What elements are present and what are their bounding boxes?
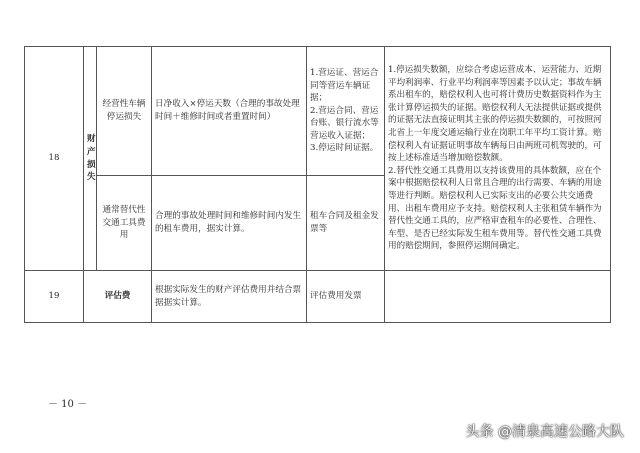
page-number: － 10 － [48, 399, 88, 410]
category-cell: 财产损失 [84, 47, 97, 271]
table-row [25, 271, 611, 323]
method-cell: 合理的事故处理时间和维修时间内发生的租车费用，据实计算。 [152, 176, 307, 271]
evidence-cell: 评估费用发票 [307, 271, 385, 323]
category-cell: 评估费 [84, 271, 152, 323]
evidence-cell: 租车合同及租金发票等 [307, 176, 385, 271]
compensation-table [24, 46, 611, 323]
row-number: 19 [25, 271, 84, 323]
evidence-line: 2.营运合同、营运台账、银行流水等营运收入证据； [310, 105, 379, 141]
evidence-line: 3.停运时间证据。 [310, 143, 379, 154]
note-cell [385, 47, 611, 271]
method-cell: 根据实际发生的财产评估费用并结合票据据实计算。 [152, 271, 307, 323]
note-paragraph: 2.替代性交通工具费用以支持该费用的具体数额，应在个案中根据赔偿权利人日常且合理的出行需要、车辆的用途等进行判断。赔偿权利人已实际支出的必要公共交通费用、出租车费用应予支持。赔偿权利人主张租赁车辆作为替代性交通工具的，应严格审查租车的必要性、合理性、车型、是否已经实际发生租车费用等。替代性交通工具费用的赔偿期间，参照停运期间确定。 [388, 165, 602, 252]
subcategory-cell: 经营性车辆停运损失 [97, 47, 152, 176]
subcategory-cell: 通常替代性交通工具费用 [97, 176, 152, 271]
evidence-line: 1.营运证、营运合同等营运车辆证据； [310, 67, 379, 104]
row-number: 18 [25, 47, 84, 271]
note-paragraph: 1.停运损失数额，应综合考虑运营成本、运营能力、近期平均利润率、行业平均利润率等因素予以认定；事故车辆系出租车的，赔偿权利人也可将计费历史数据资料作为主张计算停运损失的证据。赔偿权利人无法提供证据或提供的证据无法直接证明其主张的停运损失数额的，可按照河北省上一年度交通运输行业在岗职工年平均工资计算。赔偿权利人有证据证明事故车辆每日由两班司机驾驶的，可按上述标准适当增加赔偿数额。 [388, 65, 602, 164]
evidence-cell [307, 47, 385, 176]
watermark: 头条 @清泉高速公路大队 [465, 424, 624, 440]
table-row [25, 47, 611, 176]
method-cell: 日净收入×停运天数（合理的事故处理时间＋维修时间或者重置时间） [152, 47, 307, 176]
note-cell [385, 271, 611, 323]
